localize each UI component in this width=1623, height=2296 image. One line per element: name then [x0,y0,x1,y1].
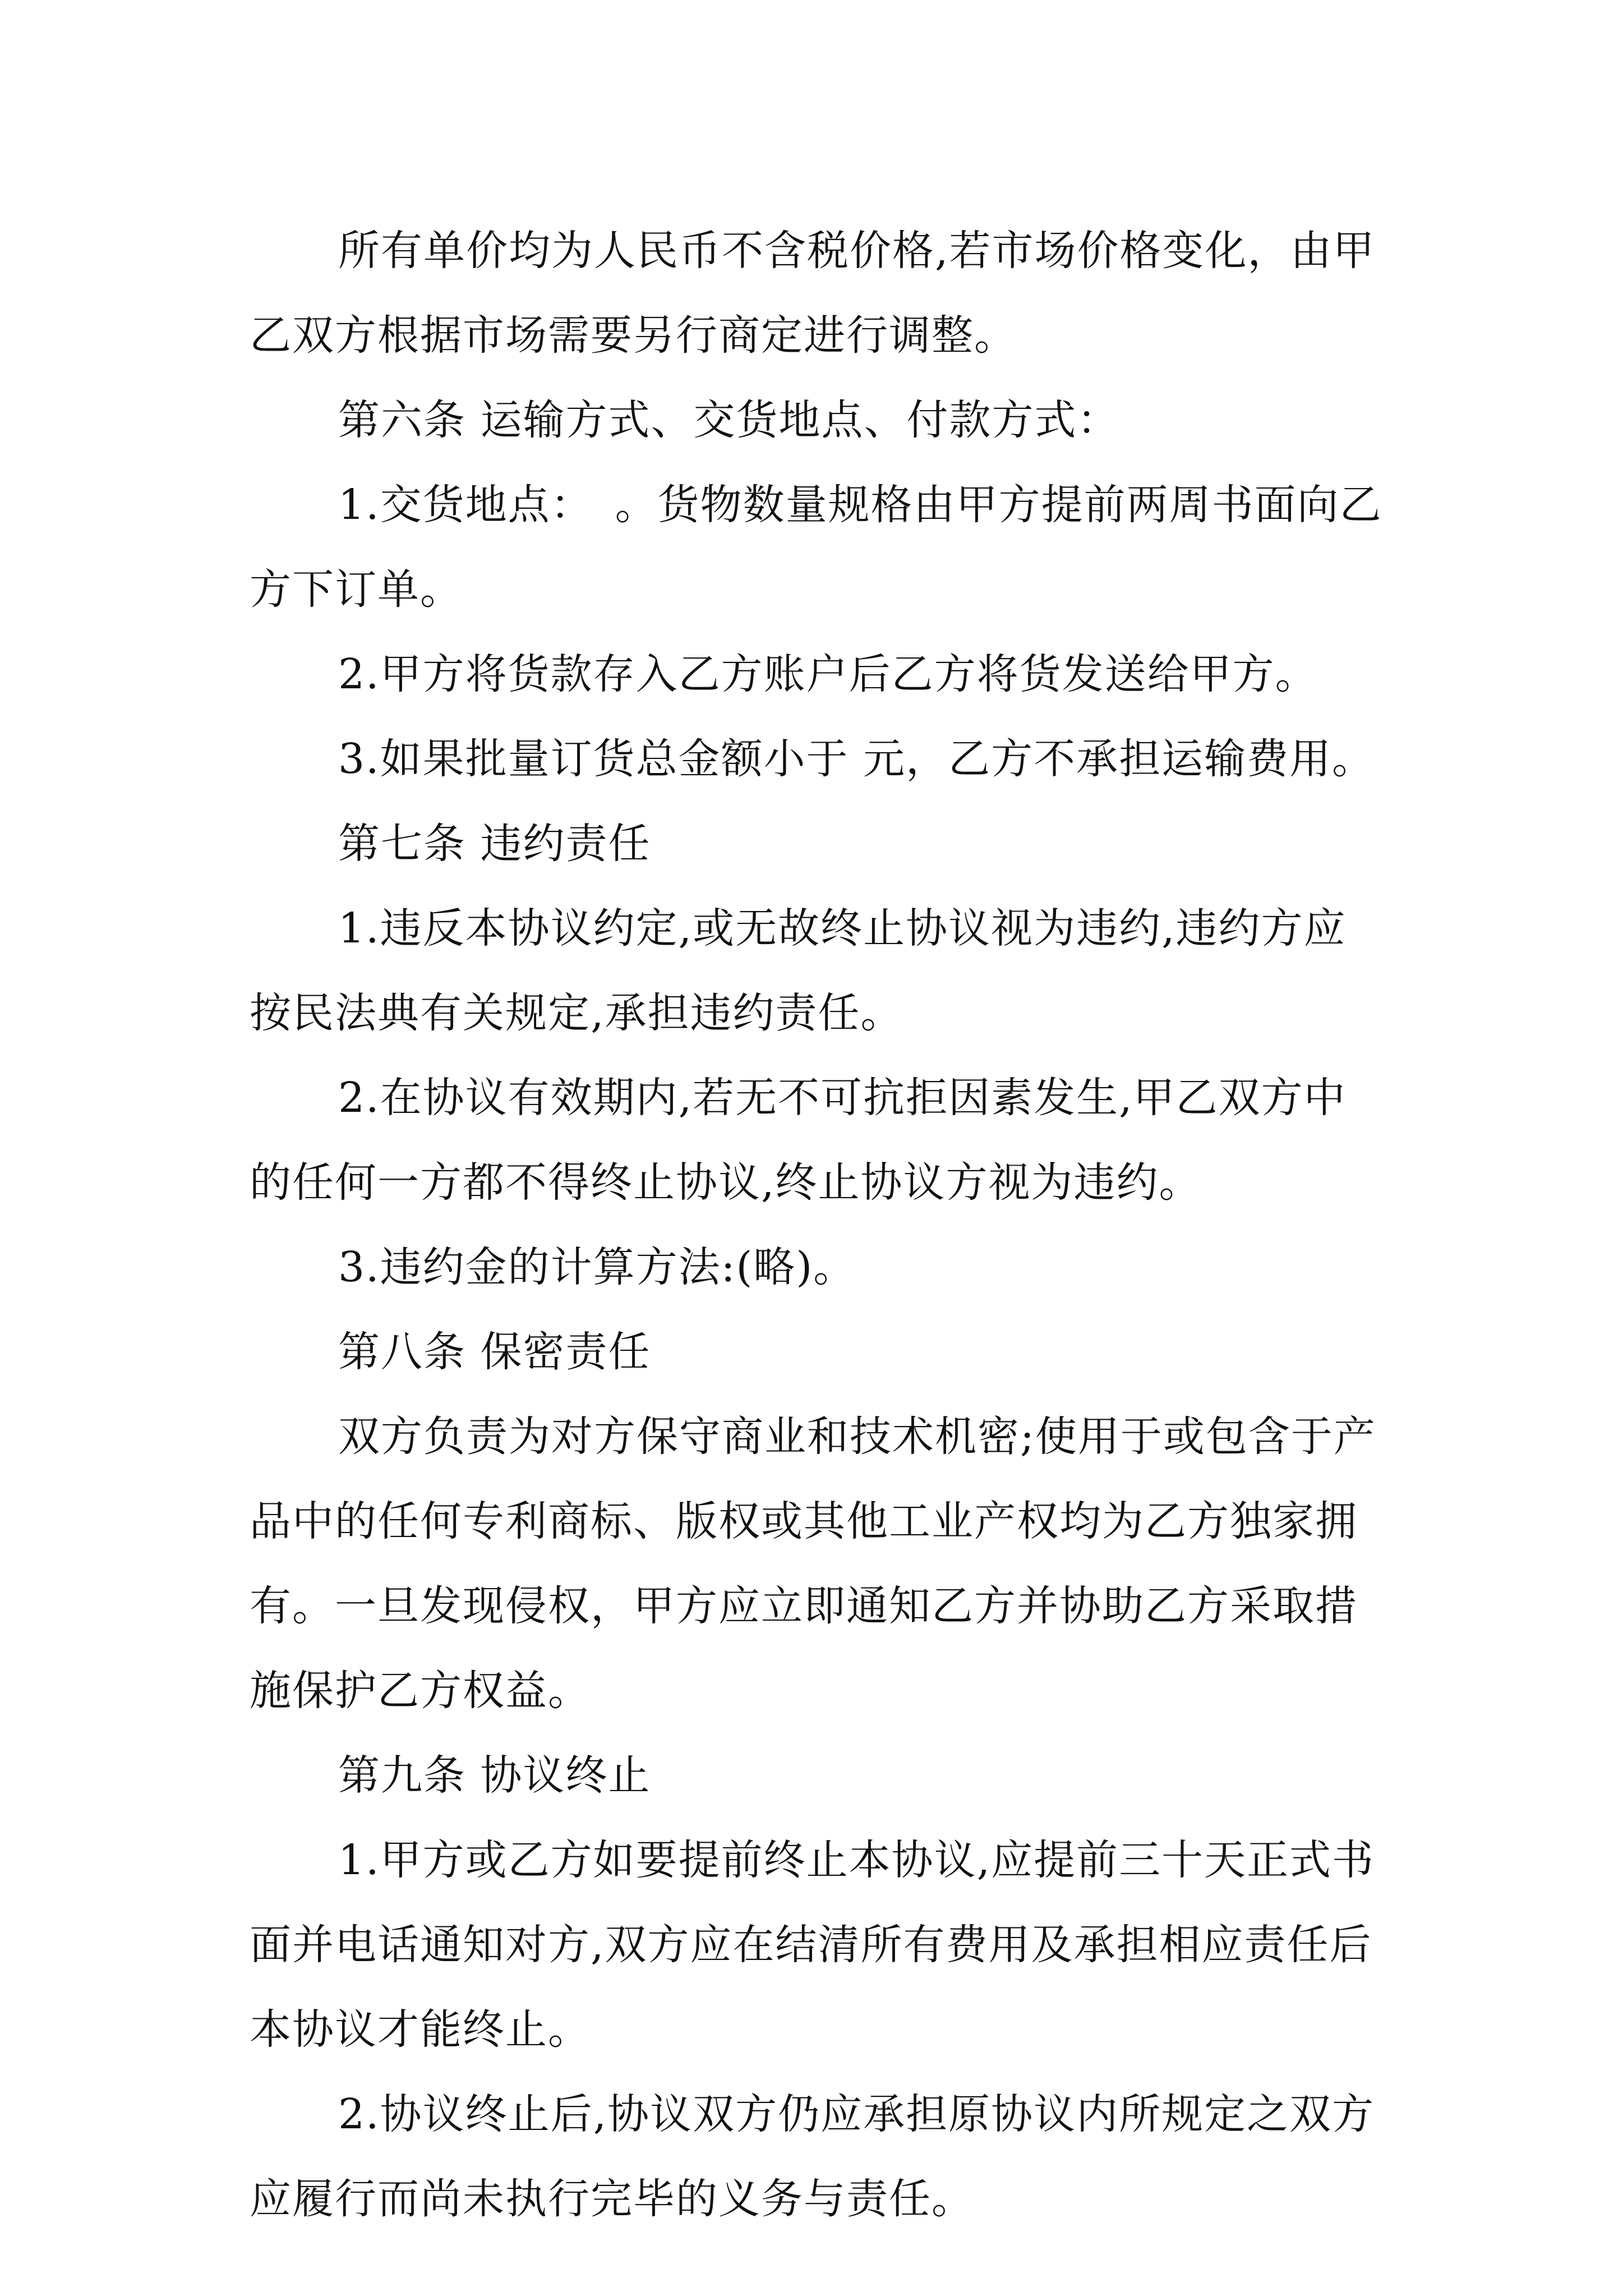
article-8-clause-1: 双方负责为对方保守商业和技术机密;使用于或包含于产品中的任何专利商标、版权或其他工业产权均为乙方独家拥有。一旦发现侵权，甲方应立即通知乙方并协助乙方采取措施保护乙方权益。 [250,1412,1376,1715]
article-7-clause-3: 3.违约金的计算方法:(略)。 [338,1243,856,1291]
article-6-clause-1: 1.交货地点： 。货物数量规格由甲方提前两周书面向乙方下订单。 [250,481,1382,614]
article-7-clause-1: 1.违反本协议约定,或无故终止协议视为违约,违约方应按民法典有关规定,承担违约责任。 [250,904,1347,1037]
document-body [250,209,1388,2242]
paragraph-price-note: 所有单价均为人民币不含税价格,若市场价格变化，由甲乙双方根据市场需要另行商定进行调整。 [250,227,1376,360]
article-6-heading: 第六条 运输方式、交货地点、付款方式： [338,396,1120,444]
article-9-clause-2: 2.协议终止后,协议双方仍应承担原协议内所规定之双方应履行而尚未执行完毕的义务与责任。 [250,2090,1375,2223]
article-7-clause-2: 2.在协议有效期内,若无不可抗拒因素发生,甲乙双方中的任何一方都不得终止协议,终止协议方视为违约。 [250,1074,1347,1207]
article-8-heading: 第八条 保密责任 [338,1328,651,1376]
article-9-heading: 第九条 协议终止 [338,1751,651,1800]
article-6-clause-2: 2.甲方将货款存入乙方账户后乙方将货发送给甲方。 [338,650,1318,698]
article-9-clause-1: 1.甲方或乙方如要提前终止本协议,应提前三十天正式书面并电话通知对方,双方应在结清所有费用及承担相应责任后本协议才能终止。 [250,1836,1375,2054]
article-6-clause-3: 3.如果批量订货总金额小于 元，乙方不承担运输费用。 [338,735,1375,783]
article-7-heading: 第七条 违约责任 [338,820,651,868]
